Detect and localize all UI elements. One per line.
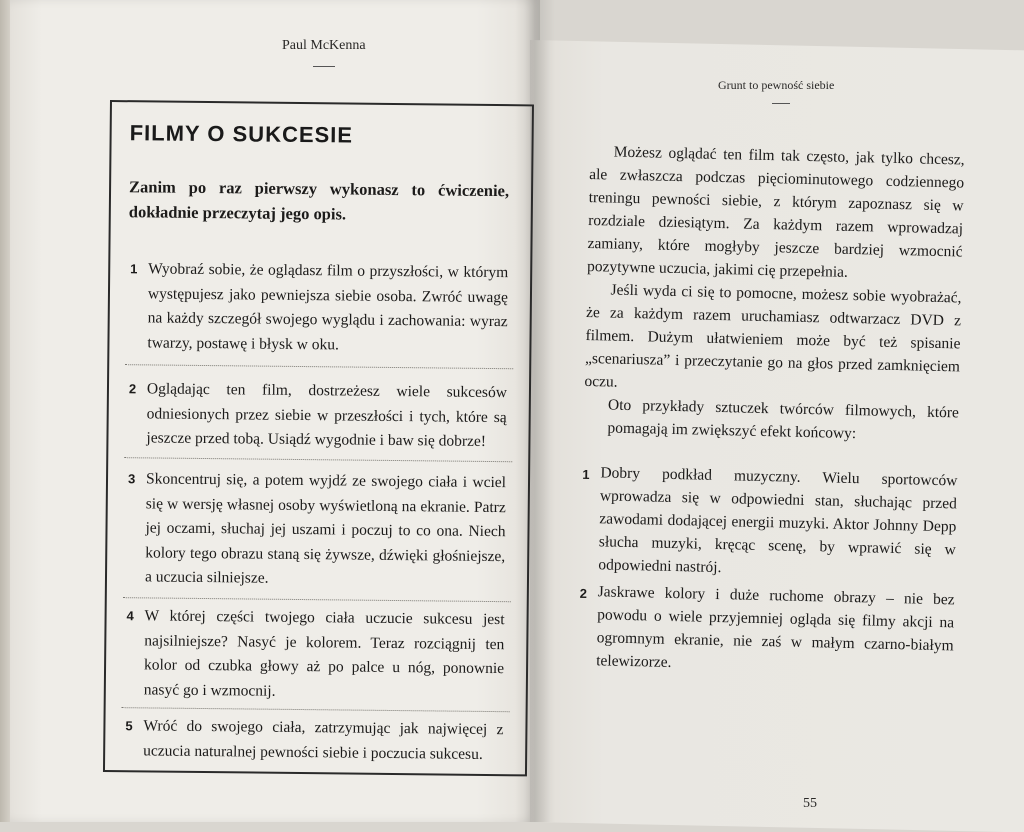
item-text: Jaskrawe kolory i duże ruchome obrazy – nie bez powodu o wiele przyjemniej ogląda się filmy akcji na ogromnym ekranie, nie zaś w małym czarno-białym telewizorze. [595,583,955,671]
left-head-rule [313,66,335,67]
step-number: 1 [130,261,138,277]
box-title: FILMY O SUKCESIE [129,120,354,148]
step-divider [123,597,511,603]
exercise-step-1 [129,257,508,359]
exercise-step-2 [128,377,507,454]
step-text: Wróć do swojego ciała, zatrzymując jak najwięcej z uczucia naturalnej pewności siebie i poczucia sukcesu. [143,717,504,763]
trick-item-1 [580,461,958,584]
right-page-body [578,140,965,680]
exercise-step-4 [126,604,505,706]
step-number: 5 [125,718,133,734]
step-number: 4 [126,608,134,624]
right-page-number: 55 [803,796,817,811]
exercise-step-3 [127,467,506,593]
step-divider [124,457,512,463]
step-divider [122,707,510,713]
exercise-box [103,100,534,776]
step-number: 3 [127,471,136,487]
step-text: Oglądając ten film, dostrzeżesz wiele sukcesów odniesionych przez siebie w przeszłości i tych, które są jeszcze przed tobą. Usiądź wygodnie i baw się dobrze! [146,380,508,450]
box-intro: Zanim po raz pierwszy wykonasz to ćwiczenie, dokładnie przeczytaj jego opis. [128,177,510,224]
trick-item-2 [578,580,955,680]
item-number: 1 [582,466,590,483]
step-number: 2 [128,381,137,397]
body-paragraph: Możesz oglądać ten film tak często, jak tylko chcesz, ale zwłaszcza podczas pięciominutowego codziennego treningu pewności siebie, z którym zapoznasz się w rozdziale dziesiątym. Za każdym razem wprowadzaj zamiany, które mogłyby jeszcze bardziej wzmocnić pozytywne uczucia, jakimi cię przepełnia. [586,143,965,281]
body-paragraph: Oto przykłady sztuczek twórców filmowych, które pomagają im zwiększyć efekt końcowy: [607,396,960,443]
left-running-head: Paul McKenna [282,38,366,53]
step-text: Skoncentruj się, a potem wyjdź ze swojego ciała i wciel się w wersję własnej osoby wyświetloną na ekranie. Patrz jej oczami, słuchaj jej uszami i poczuj to co ona. Niech kolory tego obrazu staną się żywsze, dźwięki głośniejsze, a uczucia silniejsze. [144,470,507,587]
exercise-step-5 [125,714,503,767]
step-text: W której części twojego ciała uczucie sukcesu jest najsilniejsze? Nasyć je kolorem. Teraz rozciągnij ten kolor od czubka głowy aż po palce u nóg, ponownie nasyć go i wzmocnij. [143,607,505,700]
step-divider [125,364,513,370]
item-number: 2 [579,585,588,602]
item-text: Dobry podkład muzyczny. Wielu sportowców wprowadza się w odpowiedni stan, słuchając przed zawodami dodającej energii muzyki. Aktor Johnny Depp słucha muzyki, kręcąc scenę, by wprawić się w odpowiedni nastrój. [598,464,958,577]
body-paragraph: Jeśli wyda ci się to pomocne, możesz sobie wyobrażać, że za każdym razem uruchamiasz odtwarzacz DVD z filmem. Dużym ułatwieniem może być też spisanie „scenariusza” i przeczytanie go na głos przed zamknięciem oczu. [584,281,962,391]
right-running-head: Grunt to pewność siebie [718,78,835,92]
step-text: Wyobraź sobie, że oglądasz film o przyszłości, w którym występujesz jako pewniejsza siebie osoba. Zwróć uwagę na każdy szczegół swojego wyglądu i zachowania: wyraz twarzy, postawę i błysk w oku. [147,260,509,353]
right-head-rule [772,103,790,104]
